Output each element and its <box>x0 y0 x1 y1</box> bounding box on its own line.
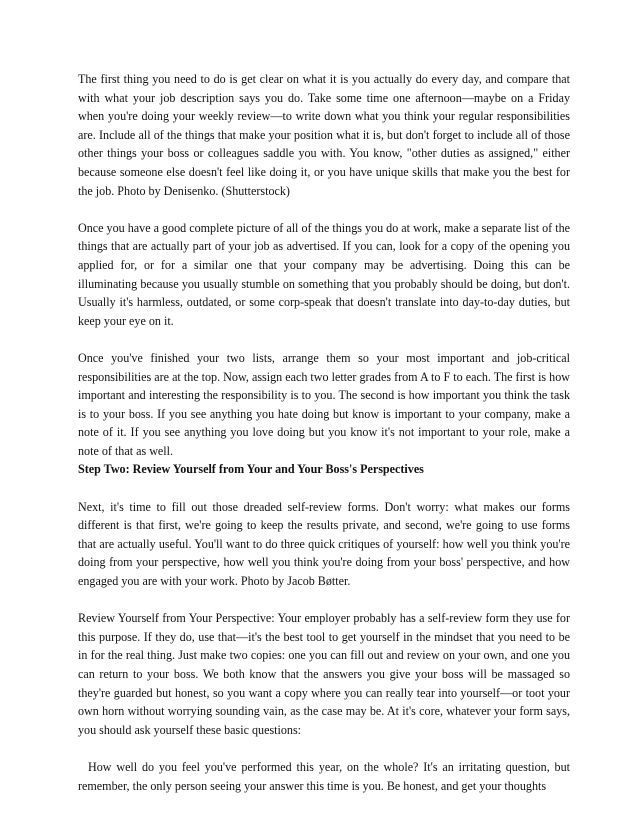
paragraph-self-review-forms: Next, it's time to fill out those dreaded self-review forms. Don't worry: what makes our forms different is that first, we're going to keep the results private, and second, we're going to use forms that are actually useful. You'll want to do three quick critiques of yourself: how well you think you're doing from your perspective, how well you think you're doing from your boss' perspective, and how engaged you are with your work. Photo by Jacob Bøtter. <box>78 499 570 589</box>
document-page <box>78 70 570 795</box>
paragraph-arrange-lists: Once you've finished your two lists, arrange them so your most important and job-critical responsibilities are at the top. Now, assign each two letter grades from A to F to each. The first is how important and interesting the responsibility is to you. The second is how important you think the task is to your boss. If you see anything you hate doing but know is important to your company, make a note of it. If you see anything you love doing but you know it's not important to your role, make a note of that as well. <box>78 350 570 458</box>
paragraph-question-performance: How well do you feel you've performed this year, on the whole? It's an irritating question, but remember, the only person seeing your answer this time is you. Be honest, and get your thoughts <box>78 759 570 793</box>
paragraph-your-perspective: Review Yourself from Your Perspective: Your employer probably has a self-review form they use for this purpose. If they do, use that—it's the best tool to get yourself in the mindset that you need to be in for the real thing. Just make two copies: one you can fill out and review on your own, and one you can return to your boss. We both know that the answers you give your boss will be massaged so they're guarded but honest, so you want a copy where you can really tear into yourself—or toot your own horn without worrying sounding vain, as the case may be. At it's core, whatever your form says, you should ask yourself these basic questions: <box>78 611 570 737</box>
paragraph-job-listing: Once you have a good complete picture of all of the things you do at work, make a separate list of the things that are actually part of your job as advertised. If you can, look for a copy of the opening you applied for, or for a similar one that your company may be advertising. Doing this can be illuminating because you usually stumble on something that you probably should be doing, but don't. Usually it's harmless, outdated, or some corp-speak that doesn't translate into day-to-day duties, but keep your eye on it. <box>78 220 570 328</box>
paragraph-current-duties: The first thing you need to do is get clear on what it is you actually do every day, and compare that with what your job description says you do. Take some time one afternoon—maybe on a Friday when you're doing your weekly review—to write down what you think your regular responsibilities are. Include all of the things that make your position what it is, but don't forget to include all of those other things your boss or colleagues saddle you with. You know, "other duties as assigned," either because someone else doesn't feel like doing it, or you have unique skills that make you the best for the job. Photo by Denisenko. (Shutterstock) <box>78 72 570 198</box>
section-heading-step-two: Step Two: Review Yourself from Your and Your Boss's Perspectives <box>78 462 424 477</box>
